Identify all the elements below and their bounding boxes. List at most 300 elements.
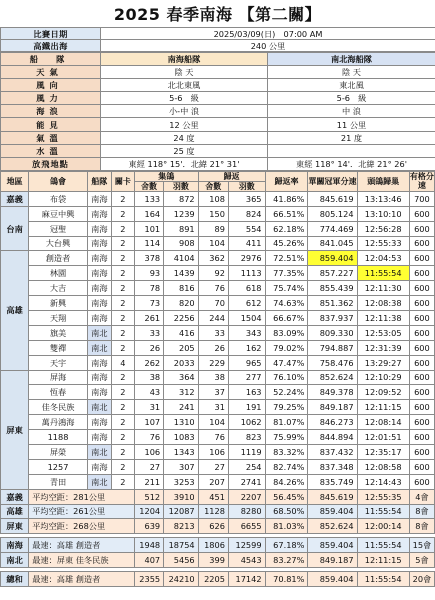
club-cell: 麻豆中興 [29,206,88,221]
summary-collect-pigeons: 24210 [164,572,199,587]
summary-champion-speed: 852.624 [308,519,357,534]
table-row [1,251,435,266]
first-arrival-cell: 12:08:38 [357,296,409,311]
club-cell: 1257 [29,459,88,474]
summary-club-count: 5會 [409,553,434,568]
return-pigeons-cell: 191 [228,400,265,415]
team-cell: 南北 [87,444,111,459]
champion-speed-cell: 852.624 [308,370,357,385]
team-cell: 南海 [87,236,111,251]
champion-speed-cell: 837.432 [308,444,357,459]
weather-row [1,92,435,105]
team-cell: 南海 [87,310,111,325]
region-header: 地區 [1,171,29,191]
distance-label: 高鐵出海 [1,40,101,52]
stage-cell: 2 [111,400,134,415]
summary-collect-pigeons: 12087 [164,504,199,519]
south-sea-weather-value: 24 度 [101,131,268,144]
collect-count-cell: 43 [134,385,163,400]
collect-pigeons-cell: 3253 [164,474,199,489]
summary-return-rate: 70.81% [265,572,308,587]
summary-return-rate: 68.50% [265,504,308,519]
club-cell: 青田 [29,474,88,489]
stage-cell: 2 [111,236,134,251]
summary-region-cell: 屏東 [1,519,29,534]
stage-cell: 2 [111,266,134,281]
table-row [1,415,435,430]
weather-label: 風向 [1,79,101,92]
return-rate-cell: 75.74% [265,281,308,296]
return-pigeons-cell: 823 [228,430,265,445]
return-count-cell: 70 [198,296,228,311]
return-count-cell: 106 [198,444,228,459]
first-arrival-cell: 13:10:10 [357,206,409,221]
summary-club-count: 8會 [409,519,434,534]
weather-row [1,144,435,157]
collect-count-cell: 262 [134,355,163,370]
north-south-weather-value: 5-6 級 [268,92,435,105]
return-pigeons-cell: 163 [228,385,265,400]
return-rate-cell: 45.26% [265,236,308,251]
collect-count-cell: 101 [134,221,163,236]
collect-count-cell: 27 [134,459,163,474]
champion-speed-cell: 845.619 [308,191,357,206]
first-arrival-cell: 12:04:53 [357,251,409,266]
summary-return-rate: 83.27% [265,553,308,568]
weather-label: 海浪 [1,105,101,118]
weather-table [0,52,435,171]
club-cell: 大吉 [29,281,88,296]
south-sea-weather-value: 北北東風 [101,79,268,92]
north-south-weather-value [268,144,435,157]
return-rate-cell: 79.02% [265,340,308,355]
team-cell: 南海 [87,221,111,236]
summary-collect-pigeons: 8213 [164,519,199,534]
champion-speed-cell: 846.273 [308,415,357,430]
collect-pigeons-cell: 241 [164,400,199,415]
summary-return-count: 451 [198,489,228,504]
team-cell: 南海 [87,251,111,266]
return-pigeons-cell: 554 [228,221,265,236]
stage-cell: 2 [111,325,134,340]
table-row [1,474,435,489]
return-count-cell: 76 [198,281,228,296]
summary-label-cell: 平均空距：268公里 [29,519,135,534]
valid-speed-cell: 600 [409,415,434,430]
champion-speed-cell: 837.348 [308,459,357,474]
valid-speed-cell: 600 [409,385,434,400]
first-arrival-cell: 13:29:27 [357,355,409,370]
summary-return-count: 399 [198,553,228,568]
return-pigeons-cell: 1119 [228,444,265,459]
first-arrival-cell: 12:01:51 [357,430,409,445]
stage-cell: 2 [111,191,134,206]
single-champion-header: 單關冠軍分速 [308,171,357,191]
north-south-weather-value: 東北風 [268,79,435,92]
club-cell: 天宇 [29,355,88,370]
summary-return-count: 2205 [198,572,228,587]
return-rate-cell: 66.51% [265,206,308,221]
summary-first-arrival: 11:55:54 [357,538,409,553]
return-rate-cell: 41.86% [265,191,308,206]
south-sea-weather-value: 陰 天 [101,66,268,79]
collect-pigeons-cell: 1083 [164,430,199,445]
summary-return-count: 626 [198,519,228,534]
champion-speed-cell: 774.469 [308,221,357,236]
return-count-header: 舍數 [198,181,228,191]
first-arrival-cell: 12:31:39 [357,340,409,355]
return-rate-cell: 74.63% [265,296,308,311]
collect-pigeons-cell: 2256 [164,310,199,325]
collect-count-cell: 38 [134,370,163,385]
return-rate-cell: 77.35% [265,266,308,281]
table-row [1,296,435,311]
stage-cell: 2 [111,385,134,400]
collect-pigeons-cell: 908 [164,236,199,251]
table-row [1,325,435,340]
return-pigeons-cell: 1062 [228,415,265,430]
weather-label: 氣溫 [1,131,101,144]
return-count-cell: 362 [198,251,228,266]
stage-cell: 2 [111,221,134,236]
weather-row [1,131,435,144]
team-cell: 南海 [87,355,111,370]
valid-speed-cell: 600 [409,400,434,415]
champion-speed-cell: 805.124 [308,206,357,221]
team-cell: 南海 [87,296,111,311]
team-cell: 南海 [87,430,111,445]
summary-region-cell: 高雄 [1,504,29,519]
champion-speed-cell: 851.362 [308,296,357,311]
stage-cell: 2 [111,474,134,489]
team-cell: 南海 [87,385,111,400]
results-table [0,171,435,587]
return-count-cell: 31 [198,400,228,415]
summary-return-count: 1806 [198,538,228,553]
summary-collect-count: 512 [134,489,163,504]
club-cell: 冠聖 [29,221,88,236]
collect-pigeons-header: 羽數 [164,181,199,191]
club-cell: 天翔 [29,310,88,325]
valid-speed-cell: 600 [409,444,434,459]
collect-pigeons-cell: 820 [164,296,199,311]
collect-count-cell: 133 [134,191,163,206]
club-header: 鴿會 [29,171,88,191]
return-pigeons-cell: 1113 [228,266,265,281]
summary-return-rate: 67.18% [265,538,308,553]
weather-label: 能見 [1,118,101,131]
club-cell: 1188 [29,430,88,445]
summary-row [1,572,435,587]
valid-speed-cell: 600 [409,296,434,311]
collect-count-cell: 76 [134,430,163,445]
return-rate-cell: 47.47% [265,355,308,370]
stage-cell: 2 [111,296,134,311]
team-cell: 南海 [87,206,111,221]
summary-club-count: 8會 [409,504,434,519]
collect-count-cell: 114 [134,236,163,251]
return-count-cell: 92 [198,266,228,281]
champion-speed-cell: 844.894 [308,430,357,445]
stage-cell: 2 [111,206,134,221]
first-arrival-cell: 13:13:46 [357,191,409,206]
first-arrival-cell: 12:53:05 [357,325,409,340]
club-cell: 恆春 [29,385,88,400]
region-cell: 台南 [1,206,29,251]
summary-region-cell: 總和 [1,572,29,587]
club-cell: 大台興 [29,236,88,251]
first-arrival-cell: 12:11:38 [357,310,409,325]
summary-label-cell: 最速：屏東 佳冬民族 [29,553,135,568]
stage-cell: 2 [111,430,134,445]
table-row [1,310,435,325]
champion-speed-cell: 849.187 [308,400,357,415]
stage-cell: 2 [111,459,134,474]
summary-return-pigeons: 8280 [228,504,265,519]
club-cell: 林園 [29,266,88,281]
summary-return-pigeons: 4543 [228,553,265,568]
table-row [1,444,435,459]
table-row [1,236,435,251]
team-cell: 南海 [87,459,111,474]
summary-row [1,538,435,553]
champion-speed-cell: 855.439 [308,281,357,296]
return-pigeons-cell: 2741 [228,474,265,489]
stage-cell: 2 [111,340,134,355]
return-rate-cell: 75.99% [265,430,308,445]
summary-first-arrival: 12:11:15 [357,553,409,568]
race-date-label: 比賽日期 [1,28,101,40]
summary-club-count: 15會 [409,538,434,553]
collect-count-cell: 26 [134,340,163,355]
valid-speed-cell: 600 [409,370,434,385]
club-cell: 萬丹鴻海 [29,415,88,430]
team-cell: 南北 [87,400,111,415]
summary-region-cell: 南北 [1,553,29,568]
summary-row [1,504,435,519]
weather-row [1,66,435,79]
summary-first-arrival: 11:55:54 [357,572,409,587]
collect-pigeons-cell: 816 [164,281,199,296]
first-arrival-cell: 12:11:15 [357,400,409,415]
team-cell: 南北 [87,325,111,340]
collect-count-cell: 378 [134,251,163,266]
summary-region-cell: 嘉義 [1,489,29,504]
north-south-weather-value: 陰 天 [268,66,435,79]
summary-region-cell: 南海 [1,538,29,553]
south-sea-weather-value: 東經 118° 15'．北緯 21° 31' [101,157,268,170]
valid-speed-cell: 600 [409,325,434,340]
card-header: 關卡 [111,171,134,191]
south-sea-weather-value: 小-中 浪 [101,105,268,118]
summary-champion-speed: 845.619 [308,489,357,504]
summary-collect-pigeons: 18754 [164,538,199,553]
first-arrival-header: 頭鴿歸巢 [357,171,409,191]
table-row [1,340,435,355]
summary-champion-speed: 859.404 [308,572,357,587]
weather-row [1,79,435,92]
collect-pigeons-cell: 4104 [164,251,199,266]
collect-count-cell: 261 [134,310,163,325]
collect-pigeons-cell: 1343 [164,444,199,459]
valid-speed-cell: 600 [409,310,434,325]
summary-collect-pigeons: 5456 [164,553,199,568]
first-arrival-cell: 11:55:54 [357,266,409,281]
valid-speed-cell: 600 [409,459,434,474]
table-row [1,385,435,400]
first-arrival-cell: 12:09:52 [357,385,409,400]
collect-pigeons-cell: 416 [164,325,199,340]
return-rate-header: 歸返率 [265,171,308,191]
valid-speed-cell: 600 [409,474,434,489]
return-count-cell: 89 [198,221,228,236]
valid-speed-cell: 600 [409,221,434,236]
return-pigeons-header: 羽數 [228,181,265,191]
return-rate-cell: 62.18% [265,221,308,236]
table-row [1,355,435,370]
summary-collect-count: 1204 [134,504,163,519]
return-count-cell: 76 [198,430,228,445]
collect-pigeons-cell: 364 [164,370,199,385]
return-rate-cell: 83.32% [265,444,308,459]
return-rate-cell: 79.25% [265,400,308,415]
summary-collect-count: 639 [134,519,163,534]
club-cell: 新興 [29,296,88,311]
club-cell: 布袋 [29,191,88,206]
summary-return-count: 1128 [198,504,228,519]
team-cell: 南北 [87,474,111,489]
collect-count-cell: 211 [134,474,163,489]
table-row [1,266,435,281]
distance-value: 240 公里 [101,40,435,52]
summary-champion-speed: 849.187 [308,553,357,568]
first-arrival-cell: 12:08:14 [357,415,409,430]
south-sea-weather-value: 5-6 級 [101,92,268,105]
summary-return-pigeons: 17142 [228,572,265,587]
south-sea-weather-value: 25 度 [101,144,268,157]
collect-pigeons-cell: 891 [164,221,199,236]
return-count-cell: 27 [198,459,228,474]
race-date-value: 2025/03/09(日) 07:00 AM [101,28,435,40]
return-pigeons-cell: 612 [228,296,265,311]
first-arrival-cell: 12:14:43 [357,474,409,489]
valid-speed-cell: 600 [409,281,434,296]
team-cell: 南海 [87,415,111,430]
north-south-weather-value: 11 公里 [268,118,435,131]
return-pigeons-cell: 824 [228,206,265,221]
summary-collect-count: 1948 [134,538,163,553]
summary-row [1,489,435,504]
collect-pigeons-cell: 307 [164,459,199,474]
summary-collect-pigeons: 3910 [164,489,199,504]
north-south-weather-value: 中 浪 [268,105,435,118]
collect-count-cell: 31 [134,400,163,415]
north-south-weather-value: 東經 118° 14'．北緯 21° 26' [268,157,435,170]
team-cell: 南海 [87,266,111,281]
weather-row [1,157,435,170]
weather-label: 風力 [1,92,101,105]
return-rate-cell: 83.09% [265,325,308,340]
champion-speed-cell: 758.476 [308,355,357,370]
return-count-cell: 38 [198,370,228,385]
team-cell: 南海 [87,370,111,385]
collect-pigeons-cell: 1310 [164,415,199,430]
valid-speed-header: 有格分速 [409,172,434,191]
summary-collect-count: 407 [134,553,163,568]
return-count-cell: 104 [198,415,228,430]
summary-label-cell: 最速：高雄 創造者 [29,572,135,587]
champion-speed-cell: 857.227 [308,266,357,281]
summary-return-rate: 56.45% [265,489,308,504]
return-rate-cell: 84.26% [265,474,308,489]
champion-speed-cell: 841.045 [308,236,357,251]
champion-speed-cell: 835.749 [308,474,357,489]
south-sea-team-header: 南海船隊 [101,53,268,66]
champion-speed-cell: 809.330 [308,325,357,340]
return-count-cell: 207 [198,474,228,489]
return-count-cell: 108 [198,191,228,206]
collect-pigeons-cell: 2033 [164,355,199,370]
return-pigeons-cell: 965 [228,355,265,370]
collect-pigeons-cell: 312 [164,385,199,400]
valid-speed-cell: 600 [409,340,434,355]
summary-label-cell: 最速：高雄 創造者 [29,538,135,553]
team-header-label: 船 隊 [1,53,101,66]
summary-return-rate: 81.03% [265,519,308,534]
collect-count-cell: 107 [134,415,163,430]
collect-pigeons-cell: 1239 [164,206,199,221]
stage-cell: 2 [111,415,134,430]
stage-cell: 2 [111,251,134,266]
collect-pigeons-cell: 1439 [164,266,199,281]
first-arrival-cell: 12:10:29 [357,370,409,385]
region-cell: 嘉義 [1,191,29,206]
club-cell: 佳冬民族 [29,400,88,415]
weather-label: 水溫 [1,144,101,157]
collect-pigeons-cell: 872 [164,191,199,206]
club-cell: 雙禪 [29,340,88,355]
return-rate-cell: 52.24% [265,385,308,400]
summary-return-pigeons: 12599 [228,538,265,553]
summary-champion-speed: 859.404 [308,538,357,553]
collect-count-header: 舍數 [134,181,163,191]
summary-label-cell: 平均空距：261公里 [29,504,135,519]
club-cell: 屏榮 [29,444,88,459]
return-header: 歸返 [198,171,265,181]
valid-speed-cell: 700 [409,191,434,206]
first-arrival-cell: 12:08:58 [357,459,409,474]
team-cell: 南海 [87,191,111,206]
collect-count-cell: 78 [134,281,163,296]
return-pigeons-cell: 411 [228,236,265,251]
collect-count-cell: 33 [134,325,163,340]
stage-cell: 2 [111,444,134,459]
collect-pigeons-cell: 205 [164,340,199,355]
race-info-table [0,27,435,52]
summary-club-count: 4會 [409,489,434,504]
return-pigeons-cell: 343 [228,325,265,340]
stage-cell: 2 [111,370,134,385]
valid-speed-cell: 600 [409,355,434,370]
return-rate-cell: 81.07% [265,415,308,430]
stage-cell: 4 [111,355,134,370]
region-cell: 屏東 [1,370,29,489]
table-row [1,459,435,474]
return-rate-cell: 82.74% [265,459,308,474]
return-pigeons-cell: 2976 [228,251,265,266]
collect-count-cell: 106 [134,444,163,459]
summary-row [1,553,435,568]
